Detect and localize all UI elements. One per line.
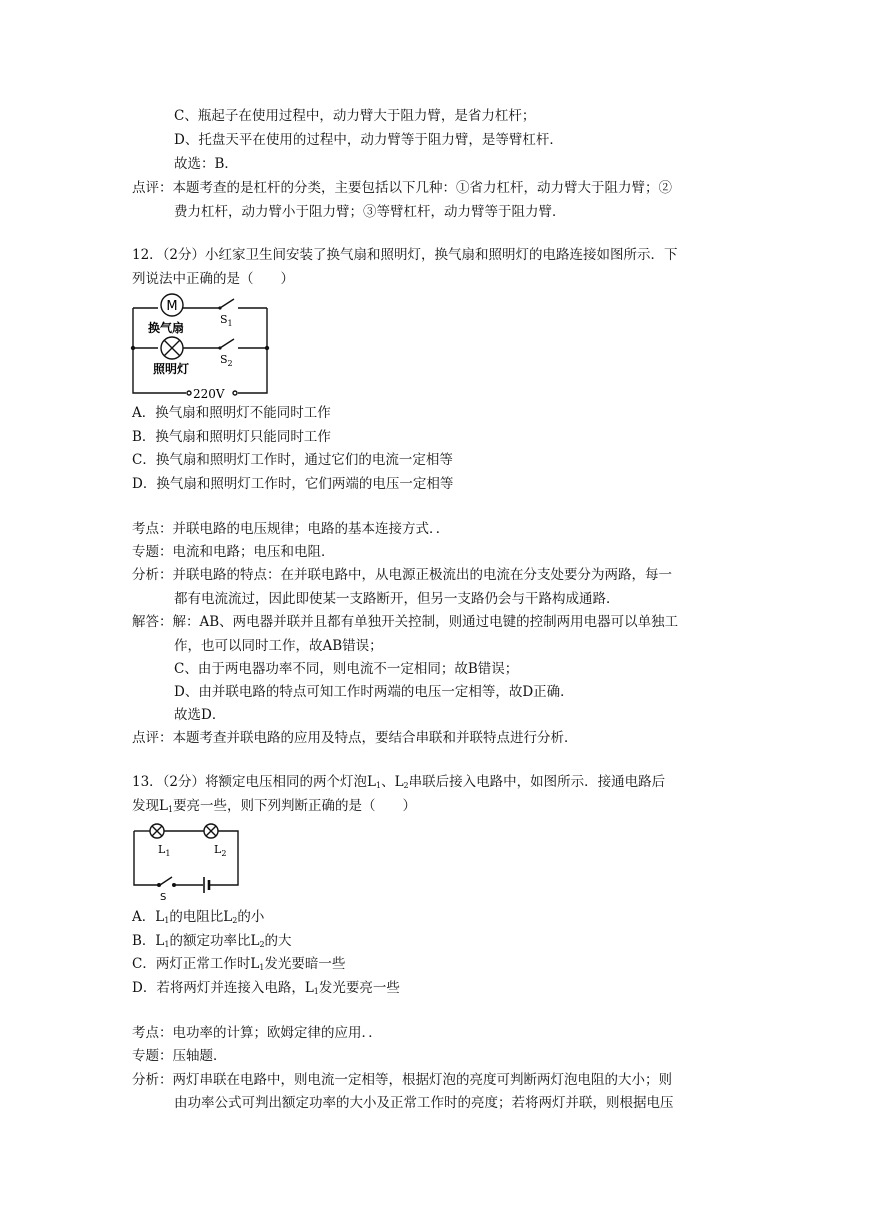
q12-motor-symbol: M	[166, 299, 178, 314]
q12-option-a: A．换气扇和照明灯不能同时工作	[132, 405, 331, 421]
q12-answer: 故选D．	[174, 707, 226, 723]
q13-lamp2-sub: 2	[221, 849, 227, 858]
q13-stem-line2: 发现$L_1$要亮一些，则下列判断正确的是（ ）	[132, 798, 417, 814]
svg-text:L2	[214, 843, 226, 858]
q12-solution-line2: 作，也可以同时工作，故AB错误；	[174, 638, 383, 654]
q13-option-d: D．若将两灯并连接入电路，$L_1$发光要亮一些	[132, 980, 400, 996]
q13-circuit-diagram	[130, 820, 242, 902]
q13-analysis-line2: 由功率公式可判出额定功率的大小及正常工作时的亮度；若将两灯并联，则根据电压	[174, 1095, 674, 1111]
q12-topic: 考点：并联电路的电压规律；电路的基本连接方式．．	[132, 521, 450, 537]
q12-switch2-sub: 2	[227, 359, 233, 368]
q12-voltage-label: 220V	[193, 387, 225, 401]
q13-option-c: C．两灯正常工作时$L_1$发光要暗一些	[132, 956, 346, 972]
q13-switch-label: S	[160, 892, 167, 902]
q12-analysis-line1: 分析：并联电路的特点：在并联电路中，从电源正极流出的电流在分支处要分为两路，每一	[132, 567, 672, 583]
q12-switch2-label: S	[220, 353, 228, 366]
q12-option-d: D．换气扇和照明灯工作时，它们两端的电压一定相等	[132, 476, 454, 492]
q12-stem-line1: 12．（2分）小红家卫生间安装了换气扇和照明灯，换气扇和照明灯的电路连接如图所示．下	[132, 247, 678, 263]
q12-analysis-line2: 都有电流流过，因此即使某一支路断开，但另一支路仍会与干路构成通路．	[174, 591, 620, 607]
q13-option-b: B．$L_1$的额定功率比$L_2$的大	[132, 933, 292, 949]
q12-switch1-label: S	[220, 313, 228, 326]
svg-text:L1	[158, 843, 170, 858]
q12-solution-line3: C、由于两电器功率不同，则电流不一定相同；故B错误；	[174, 661, 519, 677]
q12-category: 专题：电流和电路；电压和电阻．	[132, 544, 335, 560]
q13-stem-line1: 13．（2分）将额定电压相同的两个灯泡$L_1$、$L_2$串联后接入电路中，如图所示．接通电路后	[132, 774, 666, 790]
prev-review-line1: 点评：本题考查的是杠杆的分类，主要包括以下几种：①省力杠杆，动力臂大于阻力臂；②	[132, 180, 672, 196]
q12-stem-line2: 列说法中正确的是（ ）	[132, 271, 294, 287]
q12-fan-label: 换气扇	[148, 321, 185, 335]
q12-review: 点评：本题考查并联电路的应用及特点，要结合串联和并联特点进行分析．	[132, 730, 578, 746]
q12-switch1-sub: 1	[227, 319, 233, 328]
q12-circuit-diagram	[128, 292, 273, 402]
prev-line-c: C、瓶起子在使用过程中，动力臂大于阻力臂，是省力杠杆；	[174, 108, 536, 124]
q12-solution-line4: D、由并联电路的特点可知工作时两端的电压一定相等，故D正确．	[174, 684, 574, 700]
q13-option-a: A．$L_1$的电阻比$L_2$的小	[132, 909, 265, 925]
prev-review-line2: 费力杠杆，动力臂小于阻力臂；③等臂杠杆，动力臂等于阻力臂．	[174, 204, 566, 220]
q13-lamp1-label: L	[158, 843, 166, 856]
q13-lamp2-label: L	[214, 843, 222, 856]
svg-text:S2	[220, 353, 233, 368]
q12-lamp-label: 照明灯	[153, 362, 190, 376]
q13-lamp1-sub: 1	[165, 849, 171, 858]
q13-category: 专题：压轴题．	[132, 1048, 227, 1064]
q12-option-c: C．换气扇和照明灯工作时，通过它们的电流一定相等	[132, 452, 453, 468]
q13-topic: 考点：电功率的计算；欧姆定律的应用．．	[132, 1025, 382, 1041]
q13-analysis-line1: 分析：两灯串联在电路中，则电流一定相等，根据灯泡的亮度可判断两灯泡电阻的大小；则	[132, 1072, 672, 1088]
prev-line-d: D、托盘天平在使用的过程中，动力臂等于阻力臂，是等臂杠杆．	[174, 132, 563, 148]
svg-text:S1	[220, 313, 233, 328]
prev-answer: 故选：B．	[174, 156, 238, 172]
q12-solution-line1: 解答：解：AB、两电器并联并且都有单独开关控制，则通过电键的控制两用电器可以单独工	[132, 614, 679, 630]
q12-option-b: B．换气扇和照明灯只能同时工作	[132, 429, 331, 445]
